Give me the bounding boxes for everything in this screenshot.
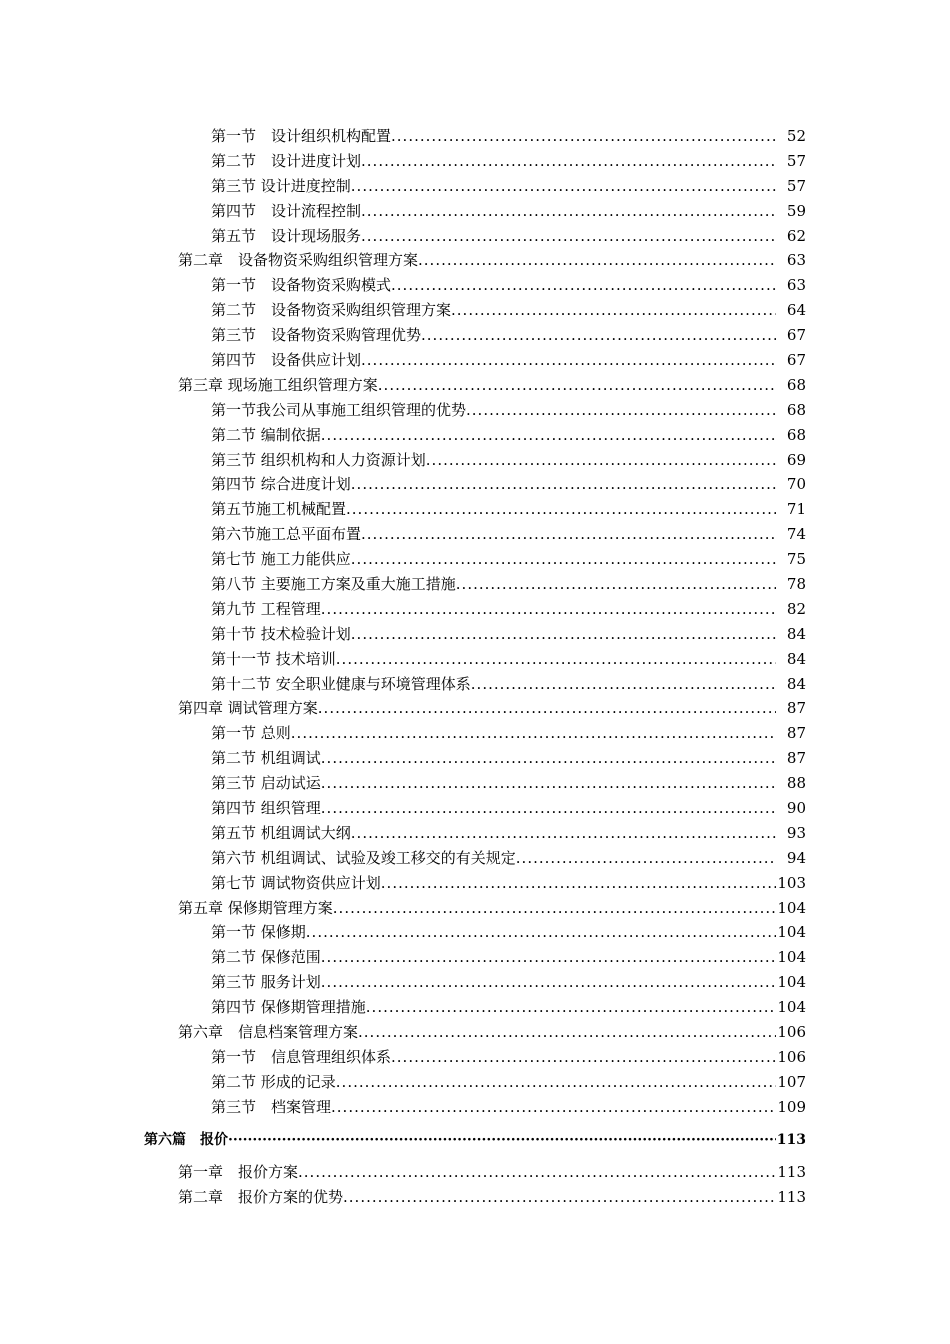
toc-entry-chap[interactable] (0, 1161, 950, 1186)
toc-page-number: 62 (786, 226, 806, 245)
toc-entry-sec[interactable] (0, 423, 950, 448)
dot-leader (381, 876, 776, 891)
toc-entry-sec[interactable] (0, 273, 950, 298)
toc-entry-sec[interactable] (0, 398, 950, 423)
dot-leader (516, 851, 776, 866)
toc-entry-chap[interactable] (0, 896, 950, 921)
toc-entry-title: 第十节 技术检验计划 (211, 624, 351, 643)
toc-entry-title: 第四章 调试管理方案 (178, 699, 318, 718)
toc-entry-sec[interactable] (0, 771, 950, 796)
toc-entry-title: 第十一节 技术培训 (211, 649, 336, 668)
dot-leader (421, 328, 776, 343)
dot-leader (361, 527, 776, 542)
toc-entry-sec[interactable] (0, 945, 950, 970)
toc-entry-chap[interactable] (0, 696, 950, 721)
toc-entry-title: 第五节施工机械配置 (211, 500, 347, 519)
toc-entry-sec[interactable] (0, 970, 950, 995)
toc-entry-title: 第六节 机组调试、试验及竣工移交的有关规定 (211, 848, 516, 867)
toc-entry-sec[interactable] (0, 199, 950, 224)
dot-leader (321, 602, 776, 617)
toc-entry-title: 第二章 设备物资采购组织管理方案 (178, 251, 419, 270)
toc-entry-title: 第一章 报价方案 (178, 1163, 299, 1182)
toc-entry-title: 第七节 施工力能供应 (211, 550, 351, 569)
toc-page-number: 109 (777, 1097, 806, 1116)
dot-leader (471, 677, 776, 692)
toc-entry-sec[interactable] (0, 1070, 950, 1095)
toc-entry-sec[interactable] (0, 348, 950, 373)
toc-entry-title: 第六章 信息档案管理方案 (178, 1023, 359, 1041)
toc-page-number: 82 (786, 599, 806, 618)
toc-page-number: 75 (786, 550, 806, 569)
toc-entry-title: 第三节 启动试运 (211, 774, 321, 793)
toc-entry-sec[interactable] (0, 597, 950, 622)
dot-leader (306, 925, 776, 940)
toc-entry-title: 第八节 主要施工方案及重大施工措施 (211, 574, 456, 593)
toc-page-number: 71 (786, 500, 806, 519)
dot-leader (358, 1025, 776, 1040)
toc-entry-chap[interactable] (0, 1020, 950, 1045)
toc-page-number: 57 (786, 176, 806, 195)
dot-leader (298, 1165, 776, 1180)
toc-entry-sec[interactable] (0, 472, 950, 497)
toc-page-number: 104 (777, 948, 806, 967)
toc-entry-title: 第三节 设计进度控制 (211, 176, 351, 195)
toc-page-number: 84 (786, 649, 806, 668)
dot-leader (291, 726, 776, 741)
dot-leader (321, 975, 776, 990)
toc-entry-title: 第二章 报价方案的优势 (178, 1188, 344, 1207)
dot-leader (451, 303, 776, 318)
toc-entry-title: 第六篇 报价 (144, 1132, 228, 1149)
toc-entry-sec[interactable] (0, 821, 950, 846)
toc-entry-chap[interactable] (0, 248, 950, 273)
dot-leader (361, 154, 776, 169)
toc-entry-title: 第二节 形成的记录 (211, 1072, 336, 1091)
toc-page-number: 63 (786, 251, 806, 270)
toc-page-number: 87 (786, 724, 806, 743)
toc-entry-title: 第十二节 安全职业健康与环境管理体系 (211, 674, 471, 693)
toc-entry-title: 第三节 组织机构和人力资源计划 (211, 450, 426, 469)
dot-leader (361, 229, 776, 244)
toc-page-number: 67 (786, 350, 806, 369)
dot-leader (418, 253, 776, 268)
toc-entry-title: 第一节 总则 (211, 724, 291, 743)
toc-page-number: 87 (786, 699, 806, 718)
dot-leader (336, 1075, 776, 1090)
toc-entry-sec[interactable] (0, 746, 950, 771)
toc-entry-title: 第四节 设计流程控制 (211, 201, 362, 220)
toc-entry-title: 第四节 组织管理 (211, 798, 321, 817)
toc-entry-title: 第三章 现场施工组织管理方案 (178, 375, 378, 394)
toc-entry-title: 第四节 综合进度计划 (211, 475, 351, 494)
toc-entry-title: 第五节 机组调试大纲 (211, 823, 351, 842)
toc-entry-sec[interactable] (0, 174, 950, 199)
toc-page-number: 104 (777, 973, 806, 992)
toc-page-number: 113 (776, 1132, 806, 1149)
toc-page-number: 88 (786, 774, 806, 793)
toc-page-number: 59 (786, 201, 806, 220)
dot-leader (333, 901, 776, 916)
toc-page-number: 106 (777, 1023, 806, 1041)
toc-entry-title: 第一节我公司从事施工组织管理的优势 (211, 400, 467, 419)
toc-page-number: 106 (777, 1047, 806, 1066)
toc-page-number: 87 (786, 749, 806, 768)
dot-leader (321, 776, 776, 791)
dot-leader (321, 950, 776, 965)
dot-leader (331, 1100, 776, 1115)
toc-entry-title: 第五章 保修期管理方案 (178, 898, 333, 917)
dot-leader (228, 1133, 776, 1147)
dot-leader (346, 502, 776, 517)
dot-leader (343, 1190, 776, 1205)
toc-entry-title: 第一节 信息管理组织体系 (211, 1047, 392, 1066)
toc-page-number: 78 (786, 574, 806, 593)
dot-leader (361, 353, 776, 368)
toc-page-number: 63 (786, 276, 806, 295)
toc-entry-title: 第二节 保修范围 (211, 948, 321, 967)
toc-entry-title: 第七节 调试物资供应计划 (211, 873, 381, 892)
toc-entry-sec[interactable] (0, 298, 950, 323)
toc-page-number: 103 (777, 873, 806, 892)
dot-leader (361, 204, 776, 219)
toc-entry-sec[interactable] (0, 647, 950, 672)
table-of-contents (0, 124, 950, 1210)
toc-entry-title: 第一节 保修期 (211, 923, 306, 942)
toc-entry-title: 第三节 设备物资采购管理优势 (211, 326, 422, 345)
dot-leader (321, 428, 776, 443)
dot-leader (456, 577, 776, 592)
toc-page-number: 94 (786, 848, 806, 867)
dot-leader (351, 477, 776, 492)
toc-entry-chap[interactable] (0, 373, 950, 398)
toc-page-number: 70 (786, 475, 806, 494)
toc-entry-sec[interactable] (0, 796, 950, 821)
toc-entry-title: 第二节 设备物资采购组织管理方案 (211, 301, 452, 320)
toc-page-number: 68 (786, 425, 806, 444)
toc-entry-sec[interactable] (0, 1095, 950, 1120)
toc-page-number: 67 (786, 326, 806, 345)
toc-page-number: 107 (777, 1072, 806, 1091)
toc-entry-sec[interactable] (0, 846, 950, 871)
toc-page-number: 104 (777, 998, 806, 1017)
toc-page-number: 68 (786, 375, 806, 394)
dot-leader (391, 129, 776, 144)
toc-page-number: 84 (786, 624, 806, 643)
toc-entry-title: 第二节 机组调试 (211, 749, 321, 768)
toc-entry-sec[interactable] (0, 995, 950, 1020)
toc-entry-sec[interactable] (0, 448, 950, 473)
dot-leader (321, 751, 776, 766)
dot-leader (426, 453, 776, 468)
toc-entry-sec[interactable] (0, 547, 950, 572)
dot-leader (351, 552, 776, 567)
toc-entry-title: 第四节 保修期管理措施 (211, 998, 366, 1017)
toc-entry-title: 第四节 设备供应计划 (211, 350, 362, 369)
toc-page-number: 104 (777, 898, 806, 917)
toc-entry-title: 第二节 编制依据 (211, 425, 321, 444)
toc-page-number: 68 (786, 400, 806, 419)
dot-leader (391, 278, 776, 293)
dot-leader (391, 1050, 776, 1065)
toc-page-number: 84 (786, 674, 806, 693)
toc-entry-title: 第六节施工总平面布置 (211, 525, 362, 544)
toc-entry-sec[interactable] (0, 921, 950, 946)
toc-page-number: 113 (777, 1188, 806, 1207)
toc-page-number: 52 (786, 126, 806, 145)
toc-page-number: 104 (777, 923, 806, 942)
toc-page-number: 93 (786, 823, 806, 842)
toc-entry-title: 第九节 工程管理 (211, 599, 321, 618)
dot-leader (336, 652, 776, 667)
toc-entry-title: 第一节 设备物资采购模式 (211, 276, 392, 295)
toc-entry-sec[interactable] (0, 622, 950, 647)
toc-entry-chap[interactable] (0, 1185, 950, 1210)
toc-entry-sec[interactable] (0, 672, 950, 697)
toc-entry-sec[interactable] (0, 871, 950, 896)
toc-entry-sec[interactable] (0, 149, 950, 174)
toc-page-number: 90 (786, 798, 806, 817)
dot-leader (321, 801, 776, 816)
toc-entry-title: 第一节 设计组织机构配置 (211, 126, 392, 145)
toc-entry-title: 第二节 设计进度计划 (211, 151, 362, 170)
dot-leader (351, 826, 776, 841)
dot-leader (351, 179, 776, 194)
toc-entry-sec[interactable] (0, 224, 950, 249)
toc-page-number: 69 (786, 450, 806, 469)
toc-page-number: 57 (786, 151, 806, 170)
dot-leader (318, 701, 776, 716)
toc-entry-sec[interactable] (0, 497, 950, 522)
toc-entry-sec[interactable] (0, 572, 950, 597)
toc-entry-sec[interactable] (0, 323, 950, 348)
toc-entry-part[interactable] (0, 1128, 950, 1153)
dot-leader (466, 403, 776, 418)
dot-leader (351, 627, 776, 642)
toc-entry-sec[interactable] (0, 522, 950, 547)
toc-entry-title: 第三节 服务计划 (211, 973, 321, 992)
toc-entry-title: 第三节 档案管理 (211, 1097, 332, 1116)
dot-leader (378, 378, 776, 393)
toc-page-number: 64 (786, 301, 806, 320)
toc-page-number: 74 (786, 525, 806, 544)
toc-entry-sec[interactable] (0, 1045, 950, 1070)
toc-entry-sec[interactable] (0, 721, 950, 746)
toc-page-number: 113 (777, 1163, 806, 1182)
toc-entry-title: 第五节 设计现场服务 (211, 226, 362, 245)
dot-leader (366, 1000, 776, 1015)
toc-entry-sec[interactable] (0, 124, 950, 149)
